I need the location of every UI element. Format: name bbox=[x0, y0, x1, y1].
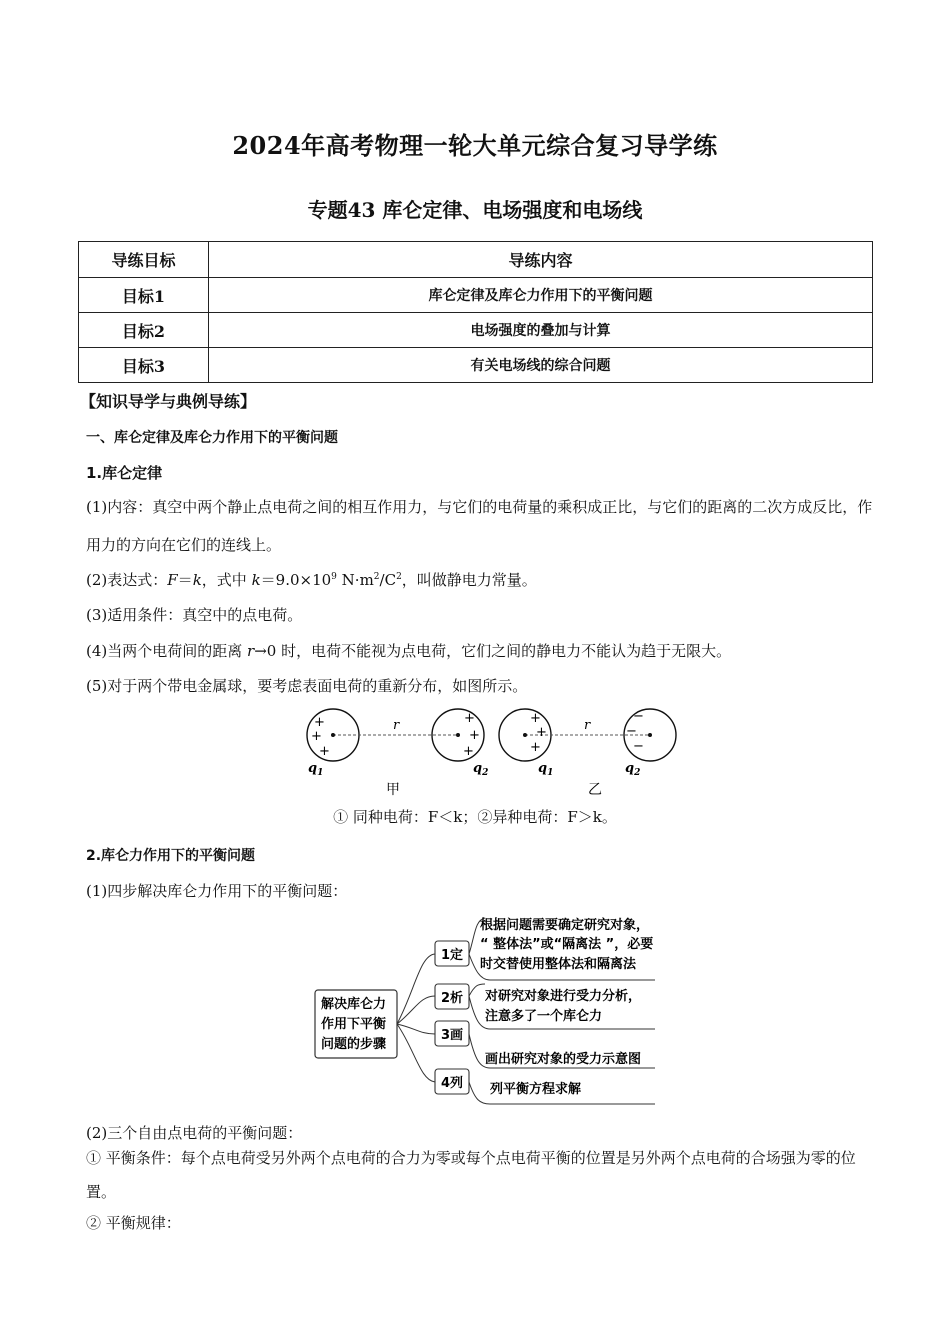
plus-sign: + bbox=[463, 744, 474, 759]
plus-sign: + bbox=[311, 729, 322, 744]
step-desc: 根据问题需要确定研究对象， bbox=[480, 918, 650, 933]
table-header-cell: 导练目标 bbox=[79, 242, 209, 278]
goals-table bbox=[78, 241, 873, 383]
q1-label: $q_1$ bbox=[308, 761, 324, 778]
paragraph-expression bbox=[86, 569, 537, 590]
exponent: 2 bbox=[373, 572, 380, 582]
paragraph-content: (1)内容：真空中两个静止点电荷之间的相互作用力，与它们的电荷量的乘积成正比，与它们的距离的二次方成反比，作用力的方向在它们的连线上。 bbox=[86, 498, 873, 554]
table-row bbox=[79, 278, 873, 313]
step-desc: 画出研究对象的受力示意图 bbox=[485, 1052, 642, 1067]
label-jia: 甲 bbox=[386, 782, 400, 798]
table-header-cell: 导练内容 bbox=[209, 242, 873, 278]
center-dot bbox=[331, 733, 335, 737]
document-title: 2024年高考物理一轮大单元综合复习导学练 bbox=[232, 131, 718, 160]
plus-sign: + bbox=[314, 715, 325, 730]
table-cell: 目标2 bbox=[79, 313, 209, 348]
root-line: 作用下平衡 bbox=[321, 1017, 387, 1032]
table-cell: 有关电场线的综合问题 bbox=[209, 348, 873, 383]
r-label: r bbox=[393, 718, 400, 733]
plus-sign: + bbox=[464, 711, 475, 726]
table-row bbox=[79, 348, 873, 383]
exponent: 9 bbox=[331, 572, 337, 582]
text-span: N·m bbox=[336, 571, 374, 589]
paragraph-four-steps: (1)四步解决库仑力作用下的平衡问题： bbox=[86, 882, 348, 900]
figure-yi bbox=[499, 709, 676, 798]
q2-label: $q_2$ bbox=[473, 761, 489, 778]
label-yi: 乙 bbox=[588, 782, 602, 798]
figure-caption: ① 同种电荷：F＜k；②异种电荷：F＞k。 bbox=[333, 808, 617, 826]
step-desc: 对研究对象进行受力分析， bbox=[485, 989, 642, 1004]
minus-sign: − bbox=[633, 709, 644, 724]
paragraph-balance-condition: ① 平衡条件：每个点电荷受另外两个点电荷的合力为零或每个点电荷平衡的位置是另外两个点电荷的合场强为零的位置。 bbox=[86, 1149, 856, 1201]
root-line: 问题的步骤 bbox=[321, 1037, 387, 1052]
table-cell: 库仑定律及库仑力作用下的平衡问题 bbox=[209, 278, 873, 313]
step-desc: 列平衡方程求解 bbox=[490, 1082, 582, 1097]
text-span: (2)表达式： bbox=[86, 571, 168, 589]
step-label: 1定 bbox=[441, 948, 464, 963]
heading-1-1: 1.库仑定律 bbox=[86, 464, 163, 482]
step-desc: 时交替使用整体法和隔离法 bbox=[480, 957, 637, 972]
table-cell: 目标3 bbox=[79, 348, 209, 383]
table-cell: 电场强度的叠加与计算 bbox=[209, 313, 873, 348]
text-span: ，叫做静电力常量。 bbox=[401, 571, 537, 589]
table-row bbox=[79, 313, 873, 348]
heading-1: 一、库仑定律及库仑力作用下的平衡问题 bbox=[86, 430, 338, 446]
section-heading: 【知识导学与典例导练】 bbox=[80, 392, 257, 411]
paragraph-metal-spheres: (5)对于两个带电金属球，要考虑表面电荷的重新分布，如图所示。 bbox=[86, 677, 528, 695]
step-label: 4列 bbox=[441, 1076, 464, 1091]
branch-line bbox=[397, 996, 435, 1024]
text-span: →0 时，电荷不能视为点电荷，它们之间的静电力不能认为趋于无限大。 bbox=[254, 642, 732, 660]
figure-jia bbox=[307, 709, 488, 798]
table-cell: 目标1 bbox=[79, 278, 209, 313]
plus-sign: + bbox=[469, 728, 480, 743]
text-span: ＝9.0×10 bbox=[260, 571, 332, 589]
step-desc: 注意多了一个库仑力 bbox=[485, 1009, 603, 1024]
sphere-figure bbox=[300, 702, 690, 802]
heading-1-2: 2.库仑力作用下的平衡问题 bbox=[86, 848, 256, 864]
r-label: r bbox=[584, 718, 591, 733]
center-dot bbox=[523, 733, 527, 737]
plus-sign: + bbox=[319, 744, 330, 759]
symbol-k: k bbox=[251, 571, 261, 589]
text-span: (4)当两个电荷间的距离 bbox=[86, 642, 248, 660]
text-span: ＝ bbox=[177, 571, 193, 589]
step-desc: “ 整体法”或“隔离法 ”，必要 bbox=[480, 937, 654, 952]
minus-sign: − bbox=[626, 724, 637, 739]
root-line: 解决库仑力 bbox=[321, 997, 387, 1012]
q1-label: $q_1$ bbox=[538, 761, 554, 778]
step-label: 2析 bbox=[441, 991, 464, 1006]
plus-sign: + bbox=[530, 711, 541, 726]
center-dot bbox=[648, 733, 652, 737]
symbol-r: r bbox=[247, 642, 255, 660]
plus-sign: + bbox=[530, 740, 541, 755]
step-label: 3画 bbox=[441, 1028, 464, 1043]
branch-line bbox=[397, 1024, 435, 1082]
paragraph-three-charges: (2)三个自由点电荷的平衡问题： bbox=[86, 1124, 303, 1142]
steps-mindmap bbox=[310, 910, 670, 1110]
table-header-row bbox=[79, 242, 873, 278]
paragraph-conditions: (3)适用条件：真空中的点电荷。 bbox=[86, 606, 303, 624]
branch-line bbox=[397, 954, 435, 1024]
plus-sign: + bbox=[536, 725, 547, 740]
symbol-k: k bbox=[192, 571, 202, 589]
text-span: ，式中 bbox=[201, 571, 252, 589]
paragraph-balance-law: ② 平衡规律： bbox=[86, 1214, 181, 1232]
text-span: /C bbox=[379, 571, 397, 589]
exponent: 2 bbox=[396, 572, 402, 582]
q2-label: $q_2$ bbox=[625, 761, 641, 778]
symbol-f: F bbox=[167, 571, 178, 589]
document-subtitle: 专题43 库仑定律、电场强度和电场线 bbox=[307, 198, 643, 222]
paragraph-distance bbox=[86, 640, 731, 661]
center-dot bbox=[456, 733, 460, 737]
minus-sign: − bbox=[633, 739, 644, 754]
